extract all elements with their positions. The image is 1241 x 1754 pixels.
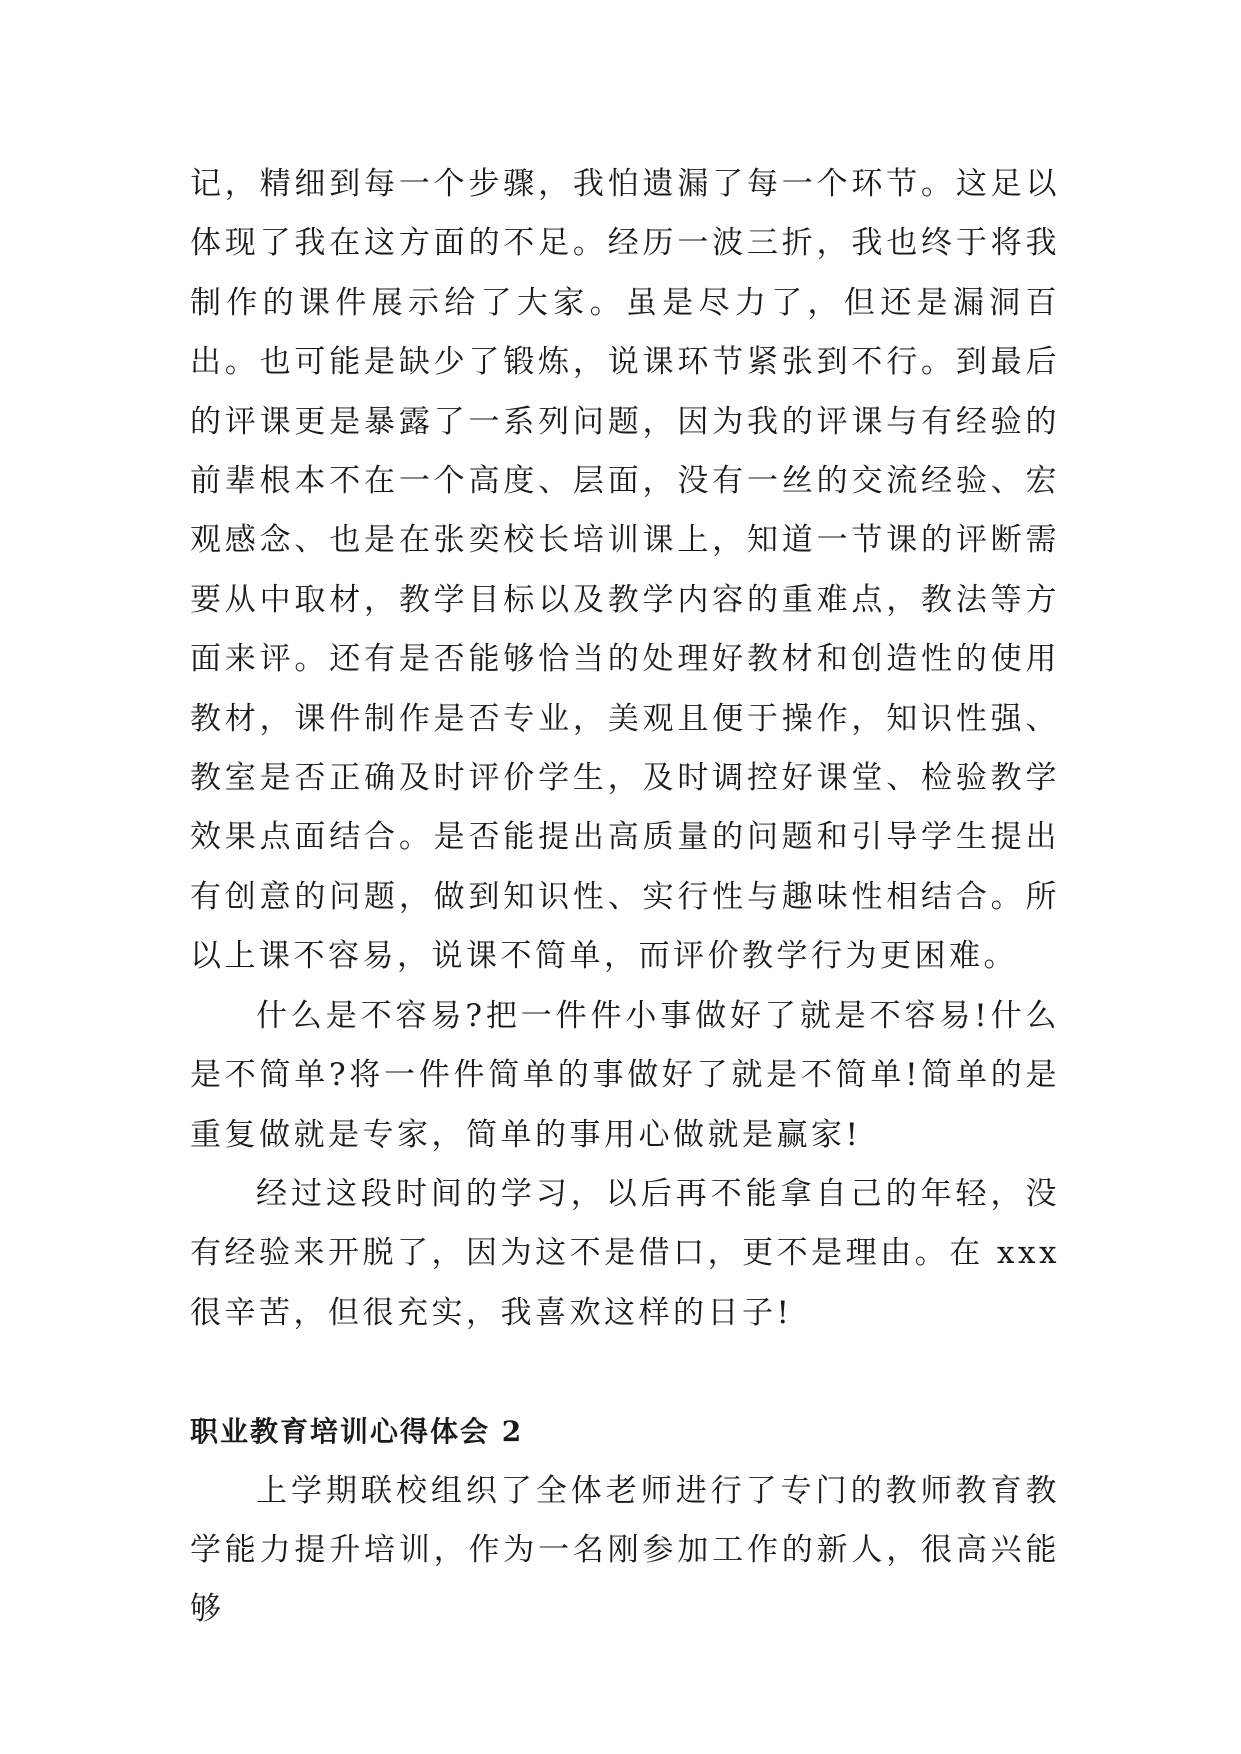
paragraph-2: 什么是不容易?把一件件小事做好了就是不容易!什么是不简单?将一件件简单的事做好了就是不简单!简单的是重复做就是专家，简单的事用心做就是赢家! <box>190 997 1060 1153</box>
section-paragraph-1: 上学期联校组织了全体老师进行了专门的教师教育教学能力提升培训，作为一名刚参加工作的新人，很高兴能够 <box>190 1472 1060 1628</box>
paragraph-3: 经过这段时间的学习，以后再不能拿自己的年轻，没有经验来开脱了，因为这不是借口，更不是理由。在 xxx 很辛苦，但很充实，我喜欢这样的日子! <box>190 1175 1060 1331</box>
paragraph-1: 记，精细到每一个步骤，我怕遗漏了每一个环节。这足以体现了我在这方面的不足。经历一波三折，我也终于将我制作的课件展示给了大家。虽是尽力了，但还是漏洞百出。也可能是缺少了锻炼，说课环节紧张到不行。到最后的评课更是暴露了一系列问题，因为我的评课与有经验的前辈根本不在一个高度、层面，没有一丝的交流经验、宏观感念、也是在张奕校长培训课上，知道一节课的评断需要从中取材，教学目标以及教学内容的重难点，教法等方面来评。还有是否能够恰当的处理好教材和创造性的使用教材，课件制作是否专业，美观且便于操作，知识性强、教室是否正确及时评价学生，及时调控好课堂、检验教学效果点面结合。是否能提出高质量的问题和引导学生提出有创意的问题，做到知识性、实行性与趣味性相结合。所以上课不容易，说课不简单，而评价教学行为更困难。 <box>190 166 1060 975</box>
document-body <box>190 155 1060 1640</box>
section-heading: 职业教育培训心得体会 2 <box>190 1415 524 1449</box>
